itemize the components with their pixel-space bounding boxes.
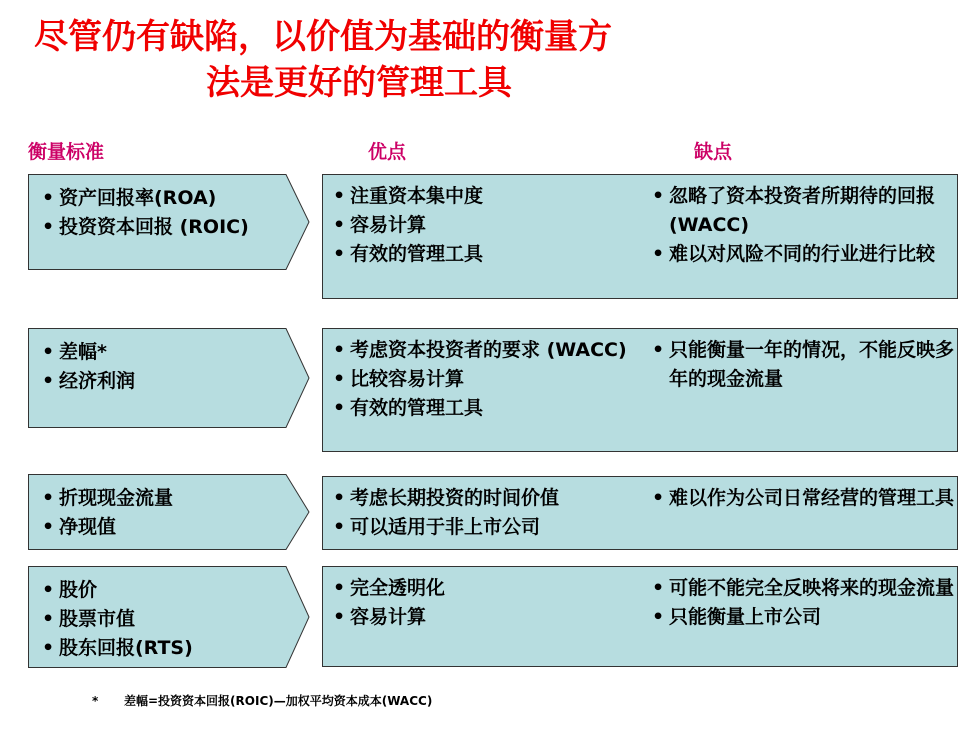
criteria-arrow-3 — [28, 474, 310, 550]
criteria-item: • 股东回报(RTS) — [38, 634, 273, 663]
criteria-list — [38, 576, 273, 663]
pro-item: • 注重资本集中度 — [329, 182, 641, 211]
cons-list — [648, 182, 954, 269]
con-item: • 可能不能完全反映将来的现金流量 — [648, 574, 954, 603]
criteria-list — [38, 184, 273, 242]
pros-list — [329, 574, 641, 632]
title-line-2: 法是更好的管理工具 — [206, 63, 512, 103]
pro-item: • 考虑资本投资者的要求 (WACC) — [329, 336, 641, 365]
con-item: • 只能衡量上市公司 — [648, 603, 954, 632]
criteria-arrow-4 — [28, 566, 310, 668]
criteria-item: • 投资资本回报 (ROIC) — [38, 213, 273, 242]
footnote — [92, 692, 432, 709]
cons-list — [648, 336, 954, 394]
row-box-1 — [322, 174, 958, 299]
pros-list — [329, 336, 641, 423]
pro-item: • 可以适用于非上市公司 — [329, 513, 641, 542]
criteria-item: • 股票市值 — [38, 605, 273, 634]
header-pros: 优点 — [368, 141, 407, 163]
header-cons: 缺点 — [694, 141, 733, 163]
cons-list — [648, 484, 954, 513]
pro-item: • 有效的管理工具 — [329, 394, 641, 423]
criteria-item: • 净现值 — [38, 513, 273, 542]
con-item: • 难以作为公司日常经营的管理工具 — [648, 484, 954, 513]
criteria-list — [38, 484, 273, 542]
pro-item: • 有效的管理工具 — [329, 240, 641, 269]
pro-item: • 完全透明化 — [329, 574, 641, 603]
con-item: • 只能衡量一年的情况，不能反映多年的现金流量 — [648, 336, 954, 394]
criteria-item: • 资产回报率(ROA) — [38, 184, 273, 213]
footnote-text: 差幅=投资资本回报(ROIC)—加权平均资本成本(WACC) — [124, 694, 433, 708]
cons-list — [648, 574, 954, 632]
row-box-2 — [322, 328, 958, 452]
criteria-arrow-2 — [28, 328, 310, 428]
criteria-item: • 折现现金流量 — [38, 484, 273, 513]
pros-list — [329, 182, 641, 269]
con-item: • 难以对风险不同的行业进行比较 — [648, 240, 954, 269]
pro-item: • 容易计算 — [329, 211, 641, 240]
row-box-3 — [322, 476, 958, 550]
con-item: • 忽略了资本投资者所期待的回报(WACC) — [648, 182, 954, 240]
row-box-4 — [322, 566, 958, 667]
criteria-list — [38, 338, 273, 396]
criteria-item: • 差幅* — [38, 338, 273, 367]
criteria-item: • 股价 — [38, 576, 273, 605]
title-line-1: 尽管仍有缺陷，以价值为基础的衡量方 — [34, 17, 612, 57]
pro-item: • 考虑长期投资的时间价值 — [329, 484, 641, 513]
criteria-arrow-1 — [28, 174, 310, 270]
header-criteria: 衡量标准 — [28, 141, 105, 163]
pro-item: • 比较容易计算 — [329, 365, 641, 394]
pro-item: • 容易计算 — [329, 603, 641, 632]
pros-list — [329, 484, 641, 542]
footnote-marker: * — [92, 694, 99, 708]
criteria-item: • 经济利润 — [38, 367, 273, 396]
